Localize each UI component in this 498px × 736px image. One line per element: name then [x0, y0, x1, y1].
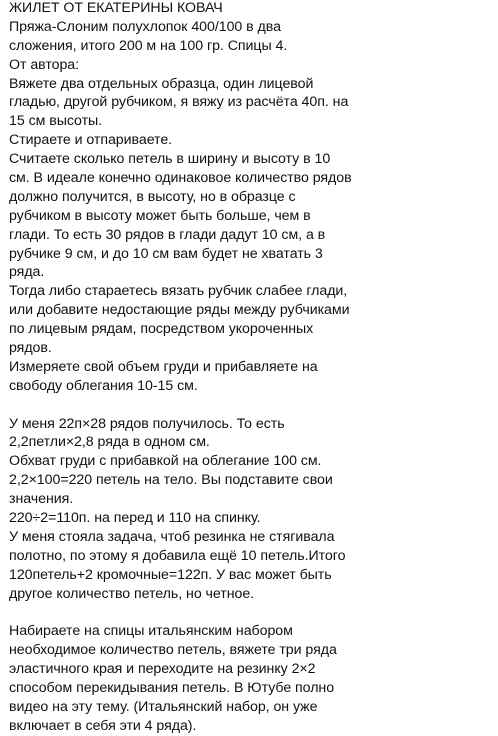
- text-line: или добавите недостающие ряды между рубчиками: [9, 302, 350, 319]
- text-line: включает в себя эти 4 ряда).: [9, 717, 197, 734]
- text-line: сложения, итого 200 м на 100 гр. Спицы 4.: [9, 37, 288, 54]
- text-line: гладью, другой рубчиком, я вяжу из расчёта 40п. на: [9, 94, 349, 111]
- text-line: способом перекидывания петель. В Ютубе полно: [9, 680, 335, 697]
- text-line: полотно, по этому я добавила ещё 10 петель.Итого: [9, 547, 346, 564]
- document-title: ЖИЛЕТ ОТ ЕКАТЕРИНЫ КОВАЧ: [9, 0, 223, 16]
- text-line: 120петель+2 кромочные=122п. У вас может быть: [9, 566, 332, 583]
- text-line: 15 см высоты.: [9, 113, 103, 130]
- text-line: 2,2петли×2,8 ряда в одном см.: [9, 434, 210, 451]
- text-line: должно получится, в высоту, но в образце с: [9, 188, 296, 205]
- text-line: рубчике 9 см, и до 10 см вам будет не хватать 3: [9, 245, 323, 262]
- text-line: Вяжете два отдельных образца, один лицевой: [9, 75, 314, 92]
- text-line: У меня стояла задача, чтоб резинка не стягивала: [9, 528, 335, 545]
- text-line: свободу облегания 10-15 см.: [9, 377, 198, 394]
- text-line: Считаете сколько петель в ширину и высоту в 10: [9, 151, 331, 168]
- text-line: рядов.: [9, 340, 52, 357]
- text-line: глади. То есть 30 рядов в глади дадут 10 см, а в: [9, 226, 326, 243]
- text-line: необходимое количество петель, вяжете три ряда: [9, 642, 337, 659]
- text-line: Пряжа-Слоним полухлопок 400/100 в два: [9, 18, 281, 35]
- text-line: ряда.: [9, 264, 45, 281]
- text-line: Тогда либо стараетесь вязать рубчик слабее глади,: [9, 283, 348, 300]
- text-line: Обхват груди с прибавкой на облегание 100 см.: [9, 453, 322, 470]
- text-line: Стираете и отпариваете.: [9, 132, 173, 149]
- text-line: рубчиком в высоту может быть больше, чем в: [9, 207, 311, 224]
- text-line: эластичного края и переходите на резинку 2×2: [9, 661, 316, 678]
- paragraph-gap: [9, 396, 492, 415]
- text-line: 220÷2=110п. на перед и 110 на спинку.: [9, 510, 261, 527]
- text-line: Набираете на спицы итальянским набором: [9, 623, 293, 640]
- text-line: другое количество петель, но четное.: [9, 585, 255, 602]
- text-line: 2,2×100=220 петель на тело. Вы подставите свои: [9, 472, 333, 489]
- paragraph-gap: [9, 604, 492, 623]
- text-line: Измеряете свой объем груди и прибавляете на: [9, 358, 318, 375]
- text-line: значения.: [9, 491, 74, 508]
- text-line: см. В идеале конечно одинаковое количество рядов: [9, 170, 352, 187]
- text-line: У меня 22п×28 рядов получилось. То есть: [9, 415, 285, 432]
- text-line: видео на эту тему. (Итальянский набор, он уже: [9, 698, 318, 715]
- document-body: [9, 18, 492, 736]
- text-line: От автора:: [9, 56, 80, 73]
- text-line: по лицевым рядам, посредством укороченных: [9, 321, 314, 338]
